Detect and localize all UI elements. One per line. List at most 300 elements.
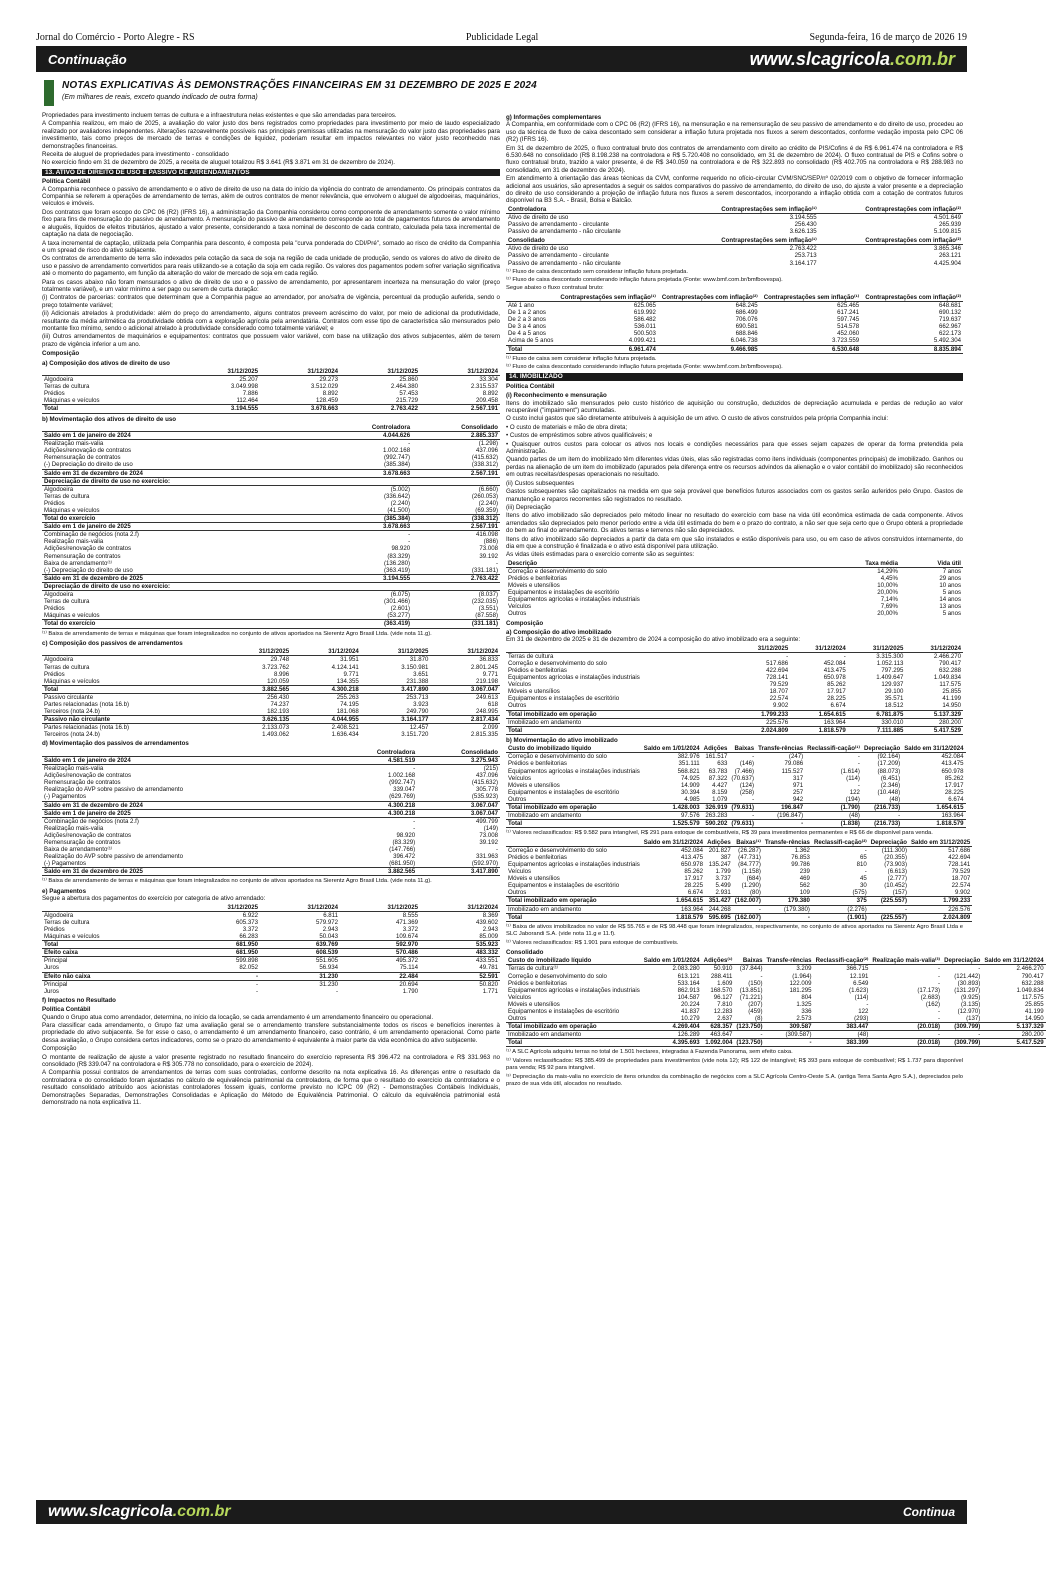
paragraph: A Companhia, em conformidade com o CPC 06 (R2) (IFRS 16), na mensuração e na remensuração de seu passivo de arrendamento e do direito de uso, procedeu ao uso da técnica de fluxo de caixa descontado sem considerar a inflação futura projetada nos fluxos a serem descontados, conforme vedação imposta pelo CPC 06 (R2) (IFRS 16). xyxy=(506,121,963,144)
row-label: Total xyxy=(506,726,733,734)
table-cell: 36.833 xyxy=(479,656,498,664)
table-cell: 39.192 xyxy=(479,838,498,846)
table-row xyxy=(42,671,500,678)
table-row xyxy=(42,772,500,779)
column-header: Custo do imobilizado líquido xyxy=(506,745,642,753)
column-header: 31/12/2024 xyxy=(291,648,361,656)
table-row xyxy=(42,620,500,628)
ppe-movement-2024-table xyxy=(506,745,966,828)
column-header xyxy=(42,368,180,376)
table-cell: 20.224 xyxy=(681,1000,700,1008)
paragraph: O montante de realização de ajuste a valor presente registrado no resultado financeiro do exercício representa R$ 396.472 na controladora e R$ 331.963 no consolidado (R$ 339.047 na controladora e R$ 305.778 no consolidado, para o exercício de 2024). xyxy=(42,1053,500,1069)
paragraph: ⁽¹⁾ Baixa de arrendamento de terras e máquinas que foram integralizados no conjunto de ativos aportados na Sierentz Agro Brasil Ltda. (vide nota 11.g). xyxy=(42,630,432,637)
table-header-row xyxy=(506,206,963,214)
row-label: Algodoeira xyxy=(44,911,74,919)
table-cell: (13.851) xyxy=(739,986,763,994)
table-cell: 6.530.648 xyxy=(760,345,861,353)
table-cell: (123.750) xyxy=(736,1023,763,1031)
table-cell: 6.549 xyxy=(853,979,869,987)
table-row xyxy=(506,1008,1046,1015)
table-cell: (1.290) xyxy=(741,882,761,890)
table-cell: (10.452) xyxy=(884,882,907,890)
table-cell: 396.472 xyxy=(393,853,416,861)
column-header: Realização mais-valia⁽³⁾ xyxy=(872,957,941,965)
row-label: Adições/renovação de contratos xyxy=(44,545,132,553)
table-row xyxy=(42,500,500,507)
table-cell: (992.747) xyxy=(389,779,416,787)
table-cell: - xyxy=(786,652,789,660)
table-cell: (592.970) xyxy=(471,860,498,868)
table-cell: 3.651 xyxy=(413,670,429,678)
table-cell: (114) xyxy=(854,993,869,1001)
table-cell: 4.985 xyxy=(684,795,700,803)
paragraph: ⁽¹⁾ Baixa de arrendamento de terras e máquinas que foram integralizados no conjunto de ativos aportados na Sierentz Agro Brasil Ltda. (vide nota 11.g). xyxy=(42,878,432,885)
paragraph: A Companhia realizou, em maio de 2025, a avaliação do valor justo dos bens registrados como propriedades para investimento por meio de laudo especializado realizado por avaliadores independentes. Alterações razoavelmente possíveis nas principais premissas utilizadas na mensuração do valor justo das propriedades para investimento, tais como preços de mercado de terras e condições de liquidez, poderiam resultar em impactos relevantes no valor justo reconhecido nas demonstrações financeiras. xyxy=(42,120,500,150)
table-cell: 31.230 xyxy=(319,980,339,988)
column-header: 31/12/2025 xyxy=(733,645,791,653)
table-cell: (309.587) xyxy=(785,1031,812,1039)
table-cell: 2.885.337 xyxy=(412,432,500,440)
row-label: Efeito caixa xyxy=(42,949,180,957)
row-label: Total imobilizado em operação xyxy=(506,710,733,718)
table-cell: 2.931 xyxy=(715,889,731,897)
table-header-row xyxy=(506,957,1046,965)
table-cell: 336 xyxy=(801,1008,812,1015)
inflation-consolidated-table xyxy=(506,237,963,266)
table-cell: 452.084 xyxy=(681,846,704,854)
table-cell: (681.950) xyxy=(389,860,416,868)
table-cell: 244.268 xyxy=(708,905,731,913)
table-cell: 79.529 xyxy=(951,868,971,876)
table-row xyxy=(42,911,500,919)
table-cell: 628.357 xyxy=(702,1023,735,1031)
table-row xyxy=(506,1023,1046,1031)
table-cell: 500.503 xyxy=(633,330,656,338)
table-cell: 256.430 xyxy=(794,221,817,229)
column-header: Contraprestações com inflação⁽²⁾ xyxy=(658,294,760,302)
table-row xyxy=(42,839,500,846)
table-cell: 3.626.135 xyxy=(222,716,292,724)
table-cell: 122.009 xyxy=(789,979,812,987)
table-cell: 570.486 xyxy=(340,949,420,957)
table-cell: (232.035) xyxy=(471,598,498,606)
row-label: Adições/renovação de contratos xyxy=(44,772,132,780)
document-title: NOTAS EXPLICATIVAS ÀS DEMONSTRAÇÕES FINANCEIRAS EM 31 DEZEMBRO DE 2025 E 2024 xyxy=(62,80,537,91)
table-cell: 1.362 xyxy=(794,846,810,854)
paragraph: ⁽²⁾ Valores reclassificados: R$ 385.499 de propriedades para investimentos (vide nota 12); R$ 122 de intangível; R$ 393 para estoque de combustível; R$ 1.737 para disponível para venda; R$ 92 para intangível. xyxy=(506,1057,963,1072)
table-cell: 29 anos xyxy=(939,574,961,582)
column-header: Contraprestações sem inflação⁽¹⁾ xyxy=(675,206,819,214)
table-row xyxy=(506,582,963,589)
table-cell: (309.799) xyxy=(942,1023,982,1031)
paragraph: • Custos de empréstimos sobre ativos qualificáveis; e xyxy=(506,432,653,440)
table-cell: 514.578 xyxy=(837,323,860,331)
table-cell: 3.417.890 xyxy=(417,868,500,876)
table-cell: (9.925) xyxy=(961,993,981,1001)
table-cell: 8.369 xyxy=(482,911,498,919)
column-header: 31/12/2025 xyxy=(848,645,906,653)
ppe-consolidated-table xyxy=(506,957,1046,1047)
table-cell: 10.279 xyxy=(681,1015,700,1023)
table-cell: 452.084 xyxy=(941,753,964,761)
row-label: Correção e desenvolvimento do solo xyxy=(508,567,607,575)
row-label: (-) Depreciação do direito de uso xyxy=(44,566,133,574)
table-cell: 517.686 xyxy=(948,846,971,854)
row-label: Equipamentos agrícolas e instalações industriais xyxy=(508,674,640,682)
row-label: Prédios e benfeitorias xyxy=(508,667,567,674)
table-row xyxy=(506,260,963,267)
table-row xyxy=(42,477,500,485)
table-cell: (363.419) xyxy=(321,620,412,628)
table-cell xyxy=(321,582,412,590)
top-banner xyxy=(36,46,967,72)
table-cell: - xyxy=(978,1031,981,1039)
table-cell: 8.835.894 xyxy=(861,345,963,353)
table-cell: (88.073) xyxy=(877,767,901,775)
table-cell: - xyxy=(413,765,416,773)
paragraph: A Companhia reconhece o passivo de arrendamento e o ativo de direito de uso na data do início da vigência do contrato de arrendamento. Os principais contratos da Companhia se referem a operações de arrendamento de terras, além de outros contratos de menor relevância, que envolvem o aluguel de algodoeiras, maquinários, veículos e imóveis. xyxy=(42,185,500,208)
table-cell: (8) xyxy=(755,1015,763,1023)
paragraph: Quando partes de um item do imobilizado têm diferentes vidas úteis, elas são registradas como itens individuais (componentes principais) de imobilizado. Ganhos ou perdas na alienação de um item do imobilizado (apurados pela diferença entre os recursos advindos da alienação e o valor contábil do imobilizado) são reconhecidos em outras receitas/despesas operacionais no resultado. xyxy=(506,456,963,479)
table-cell: 3.723.762 xyxy=(262,663,290,671)
row-label: Imobilizado em andamento xyxy=(508,812,582,820)
row-label: Terras de cultura xyxy=(508,652,554,660)
section-heading: b) Movimentação dos ativos de direito de uso xyxy=(42,415,177,423)
table-cell: (124) xyxy=(739,781,755,789)
column-header: 31/12/2024 xyxy=(260,368,340,376)
table-cell: (79.631) xyxy=(731,820,755,828)
row-label: Prédios e benfeitorias xyxy=(508,760,567,768)
table-cell: (70.637) xyxy=(731,774,755,782)
table-row xyxy=(506,820,966,828)
paragraph: As vidas úteis estimadas para o exercício corrente são as seguintes: xyxy=(506,551,695,559)
table-cell: (5.002) xyxy=(390,485,411,493)
footer-website-link[interactable]: www.slcagricola.com.br xyxy=(48,1503,231,1520)
table-row xyxy=(506,567,963,575)
table-cell: - xyxy=(904,905,907,913)
table-cell: 452.084 xyxy=(823,659,846,667)
table-cell: (71.221) xyxy=(739,993,763,1001)
table-cell: 804 xyxy=(801,993,812,1001)
row-label: Partes relacionadas (nota 16.b) xyxy=(44,724,130,732)
table-cell: - xyxy=(413,817,416,825)
row-label: (-) Pagamentos xyxy=(44,860,86,868)
lease-movement-table xyxy=(42,749,500,877)
row-label: Prédios xyxy=(44,605,65,613)
table-cell: 79.529 xyxy=(769,681,789,689)
table-cell: 109 xyxy=(799,889,810,897)
table-cell: 5 anos xyxy=(942,610,961,618)
table-cell: 3.723.559 xyxy=(832,337,860,345)
table-row xyxy=(506,1001,1046,1008)
table-cell: 3.315.300 xyxy=(876,652,904,660)
table-cell: 18.707 xyxy=(769,688,789,696)
table-cell: 4.099.421 xyxy=(628,337,656,345)
table-cell: 201.827 xyxy=(708,846,731,854)
table-cell: 331.963 xyxy=(475,853,498,861)
table-row xyxy=(42,957,500,965)
table-cell: 2.315.537 xyxy=(470,383,498,391)
row-label: (-) Pagamentos xyxy=(44,793,86,801)
paragraph: ⁽¹⁾ Fluxo de caixa sem considerar inflação futura projetada. xyxy=(506,355,657,362)
table-cell: (338.312) xyxy=(412,515,500,523)
table-cell: 85.262 xyxy=(827,681,846,689)
row-label: Móveis e utensílios xyxy=(508,875,560,883)
section-heading: d) Movimentação dos passivos de arrendamentos xyxy=(42,740,189,748)
table-row xyxy=(42,567,500,575)
payments-table xyxy=(42,904,500,995)
table-cell: 2.408.521 xyxy=(331,724,359,732)
table-cell: - xyxy=(978,965,981,973)
paragraph: No exercício findo em 31 de dezembro de 2025, a receita de aluguel totalizou R$ 3.641 (R$ 3.871 em 31 de dezembro de 2024). xyxy=(42,159,395,167)
row-label: Passivo de arrendamento - circulante xyxy=(508,221,609,229)
row-label: Saldo em 1 de janeiro de 2025 xyxy=(42,523,321,531)
table-cell: (149) xyxy=(483,824,498,832)
table-cell: 253.713 xyxy=(794,252,817,260)
table-cell: (415.632) xyxy=(471,779,498,787)
table-cell: (225.557) xyxy=(869,897,909,905)
table-row xyxy=(506,775,966,782)
section-bar: 13. ATIVO DE DIREITO DE USO E PASSIVO DE ARRENDAMENTOS xyxy=(42,169,500,176)
table-cell: 1.636.434 xyxy=(331,731,359,739)
table-row xyxy=(506,882,972,889)
table-row xyxy=(506,980,1046,987)
table-cell: - xyxy=(758,905,761,913)
table-row xyxy=(506,1039,1046,1047)
table-cell: 339.047 xyxy=(393,786,416,794)
table-cell: 9.466.985 xyxy=(658,345,760,353)
table-cell: 10,00% xyxy=(877,582,898,590)
table-cell: 76.853 xyxy=(791,853,810,861)
paragraph: A Companhia possui contratos de arrendamentos de terras com suas controladas, conforme descrito na nota explicativa 16. As diferenças entre o resultado da controladora e do consolidado foram ajustadas no cálculo de equivalência patrimonial da controladora, de forma que o resultado do exercício da controladora e o resultado consolidado atribuído aos acionistas controladores fossem iguais, conforme previsto no ICPC 09 (R2) - Demonstrações Contábeis Individuais, Demonstrações Separadas, Demonstrações Consolidadas e Aplicação do Método de Equivalência Patrimonial. O cálculo da equivalência patrimonial está demonstrado na nota explicativa 11. xyxy=(42,1069,500,1107)
paragraph: ⁽¹⁾ A SLC Agrícola adquiriu terras no total de 1.501 hectares, integradas à Fazenda Panorama, sem efeito caixa. xyxy=(506,1049,793,1056)
table-row xyxy=(42,817,500,825)
table-row xyxy=(42,786,500,793)
table-row xyxy=(506,789,966,796)
table-cell: 122 xyxy=(849,788,860,796)
table-row xyxy=(506,846,972,854)
table-cell: 790.417 xyxy=(1021,972,1044,980)
table-cell: 6.674 xyxy=(687,889,704,897)
row-label: Total imobilizado em operação xyxy=(506,1023,642,1031)
row-label: De 2 a 3 anos xyxy=(508,316,546,324)
table-cell: (215) xyxy=(483,765,498,773)
table-cell: 74.925 xyxy=(681,774,700,782)
table-cell: 3.049.998 xyxy=(230,383,259,391)
table-cell: 3.209 xyxy=(796,965,812,973)
table-cell: (415.632) xyxy=(471,454,498,462)
table-cell: 8.996 xyxy=(273,670,290,678)
table-cell: 1.799 xyxy=(715,868,731,876)
row-label: Realização mais-valia xyxy=(44,538,104,546)
table-cell: 9.902 xyxy=(772,702,789,710)
table-cell: 4.269.404 xyxy=(642,1023,702,1031)
table-cell: - xyxy=(408,531,411,539)
table-cell: 3.151.720 xyxy=(401,731,429,739)
row-label: Depreciação de direito de uso no exercício: xyxy=(42,582,321,590)
table-cell: 29.100 xyxy=(884,688,904,696)
table-cell: - xyxy=(864,868,867,876)
table-cell: 2.763.422 xyxy=(340,405,420,413)
paragraph: Itens do ativo imobilizado são depreciados a partir da data em que são instalados e estão disponíveis para uso, ou em caso de ativos construídos internamente, do dia em que a construção é finalizada e o ativo está disponível para utilização. xyxy=(506,535,963,550)
table-cell: 28.225 xyxy=(944,788,964,796)
table-cell: (147.766) xyxy=(389,846,416,854)
row-label: Terras de cultura xyxy=(44,918,90,926)
table-cell: 5.492.304 xyxy=(933,337,961,345)
row-label: Veículos xyxy=(508,774,532,782)
table-cell: 9.771 xyxy=(343,670,359,678)
column-header: Reclassifi-cação⁽¹⁾ xyxy=(807,745,860,753)
table-cell: 1.409.647 xyxy=(876,674,904,682)
table-cell: 305.778 xyxy=(475,786,498,794)
table-cell: 2.464.380 xyxy=(390,383,418,391)
table-cell: 471.369 xyxy=(395,918,418,926)
table-row xyxy=(506,868,972,875)
column-header: Contraprestações com inflação⁽²⁾ xyxy=(861,294,963,302)
table-row xyxy=(506,897,972,905)
table-cell: (131.297) xyxy=(954,986,981,994)
column-header: Vida útil xyxy=(900,560,963,568)
table-cell: 3.372 xyxy=(242,925,259,933)
paragraph: Receita de aluguel de propriedades para investimento - consolidado xyxy=(42,151,229,159)
table-cell: 1.771 xyxy=(482,987,498,995)
table-cell: 590.202 xyxy=(702,820,730,828)
table-cell: 163.964 xyxy=(681,905,704,913)
table-row xyxy=(506,861,972,868)
column-header: Reclassifi-cação⁽²⁾ xyxy=(813,838,867,846)
table-cell: (6.075) xyxy=(390,591,411,599)
table-cell: 3.164.177 xyxy=(361,716,431,724)
row-label: Realização do AVP sobre passivo de arrendamento xyxy=(44,853,184,861)
table-row xyxy=(506,796,966,804)
table-row xyxy=(42,440,500,448)
inflation-parent-table xyxy=(506,206,963,235)
table-cell: 182.193 xyxy=(267,708,290,716)
row-label: Passivo de arrendamento - circulante xyxy=(508,252,609,260)
table-cell: 2.024.809 xyxy=(909,913,972,921)
row-label: Juros xyxy=(44,964,59,972)
row-label: Terras de cultura xyxy=(44,598,90,606)
table-cell: (17.173) xyxy=(917,986,941,994)
row-label: Adições/renovação de contratos xyxy=(44,831,132,839)
table-cell: 31.951 xyxy=(340,656,359,664)
table-row xyxy=(506,913,972,921)
table-cell: 2.133.073 xyxy=(262,724,290,732)
table-cell: 650.978 xyxy=(941,767,964,775)
table-row xyxy=(42,447,500,454)
table-cell: 1.609 xyxy=(717,979,733,987)
table-cell: 5.499 xyxy=(715,882,731,890)
section-heading: e) Pagamentos xyxy=(42,887,87,895)
row-label: Total xyxy=(506,1039,642,1047)
column-header: 31/12/2025 xyxy=(180,368,260,376)
table-cell: 253.713 xyxy=(406,693,429,701)
table-cell: - xyxy=(408,440,411,448)
table-cell: (83.329) xyxy=(392,838,416,846)
table-cell: 1.002.168 xyxy=(388,772,416,780)
row-label: Algodoeira xyxy=(44,376,74,384)
table-cell: 5 anos xyxy=(942,589,961,597)
row-label: Correção e desenvolvimento do solo xyxy=(508,659,607,667)
table-row xyxy=(42,919,500,926)
newspaper-name: Jornal do Comércio - Porto Alegre - RS xyxy=(36,32,195,43)
table-cell: 20,00% xyxy=(877,610,898,618)
row-label: Veículos xyxy=(508,603,532,611)
table-cell: 12.457 xyxy=(409,724,429,732)
table-cell: 1.493.062 xyxy=(262,731,290,739)
table-cell: 2.943 xyxy=(482,925,498,933)
table-cell: 2.466.270 xyxy=(1016,965,1044,973)
row-label: Realização mais-valia xyxy=(44,440,104,448)
column-header: Controladora xyxy=(506,206,675,214)
column-header: 31/12/2024 xyxy=(790,645,848,653)
row-label: Máquinas e veículos xyxy=(44,677,100,685)
table-cell: 29.748 xyxy=(270,656,290,664)
row-label: Móveis e utensílios xyxy=(508,688,560,696)
table-cell: 2.567.191 xyxy=(412,523,500,531)
table-row xyxy=(506,718,963,726)
table-cell: 3.067.047 xyxy=(430,685,500,693)
table-cell: 128.459 xyxy=(315,397,339,405)
table-cell: 4.425.904 xyxy=(933,259,961,267)
row-label: Terras de cultura xyxy=(44,663,90,671)
row-label: Veículos xyxy=(508,868,532,876)
table-cell: 5.137.329 xyxy=(905,710,963,718)
row-label: Outros xyxy=(508,1015,527,1023)
table-cell: 971 xyxy=(792,781,804,789)
table-row xyxy=(506,330,963,337)
table-cell: 4.124.141 xyxy=(331,663,359,671)
table-cell: 57.453 xyxy=(399,390,418,398)
table-cell: (331.181) xyxy=(412,620,500,628)
table-cell: 280.200 xyxy=(938,718,961,726)
table-cell: 126.289 xyxy=(677,1031,700,1039)
row-label: Principal xyxy=(44,957,68,965)
table-cell: 517.686 xyxy=(766,659,789,667)
row-label: Total xyxy=(42,941,180,949)
section-heading: f) Impactos no Resultado xyxy=(42,996,116,1004)
table-cell: (247) xyxy=(788,753,804,761)
table-cell: - xyxy=(898,812,901,820)
table-cell: 50.820 xyxy=(479,980,498,988)
row-label: Equipamentos e instalações de escritório xyxy=(508,589,620,597)
table-cell: (293) xyxy=(854,1015,869,1023)
table-row xyxy=(506,667,963,674)
column-header: Reclassifi-cação⁽²⁾ xyxy=(815,957,869,965)
row-label: Total do exercício xyxy=(42,515,321,523)
table-cell: 288.411 xyxy=(710,972,733,980)
website-link[interactable]: www.slcagricola.com.br xyxy=(749,48,955,69)
table-cell: 1.525.579 xyxy=(642,820,702,828)
rou-movement-table xyxy=(42,424,500,629)
table-cell: 469 xyxy=(799,875,810,883)
table-row xyxy=(42,860,500,868)
section-heading: Composição xyxy=(42,350,80,358)
table-cell: 1.654.615 xyxy=(642,897,705,905)
table-cell: 73.008 xyxy=(479,831,498,839)
table-cell: 681.950 xyxy=(180,941,260,949)
table-cell: 63.783 xyxy=(708,767,728,775)
table-cell: 706.076 xyxy=(735,316,758,324)
table-cell: - xyxy=(866,1000,869,1008)
row-label: Imobilizado em andamento xyxy=(508,1031,582,1039)
table-cell: - xyxy=(256,987,259,995)
row-label: Passivo circulante xyxy=(44,693,94,701)
row-label: Partes relacionadas (nota 16.b) xyxy=(44,700,130,708)
row-label: Remensuração de contratos xyxy=(44,779,121,787)
table-cell: 226.576 xyxy=(948,905,971,913)
row-label: Saldo em 1 de janeiro de 2024 xyxy=(42,432,321,440)
